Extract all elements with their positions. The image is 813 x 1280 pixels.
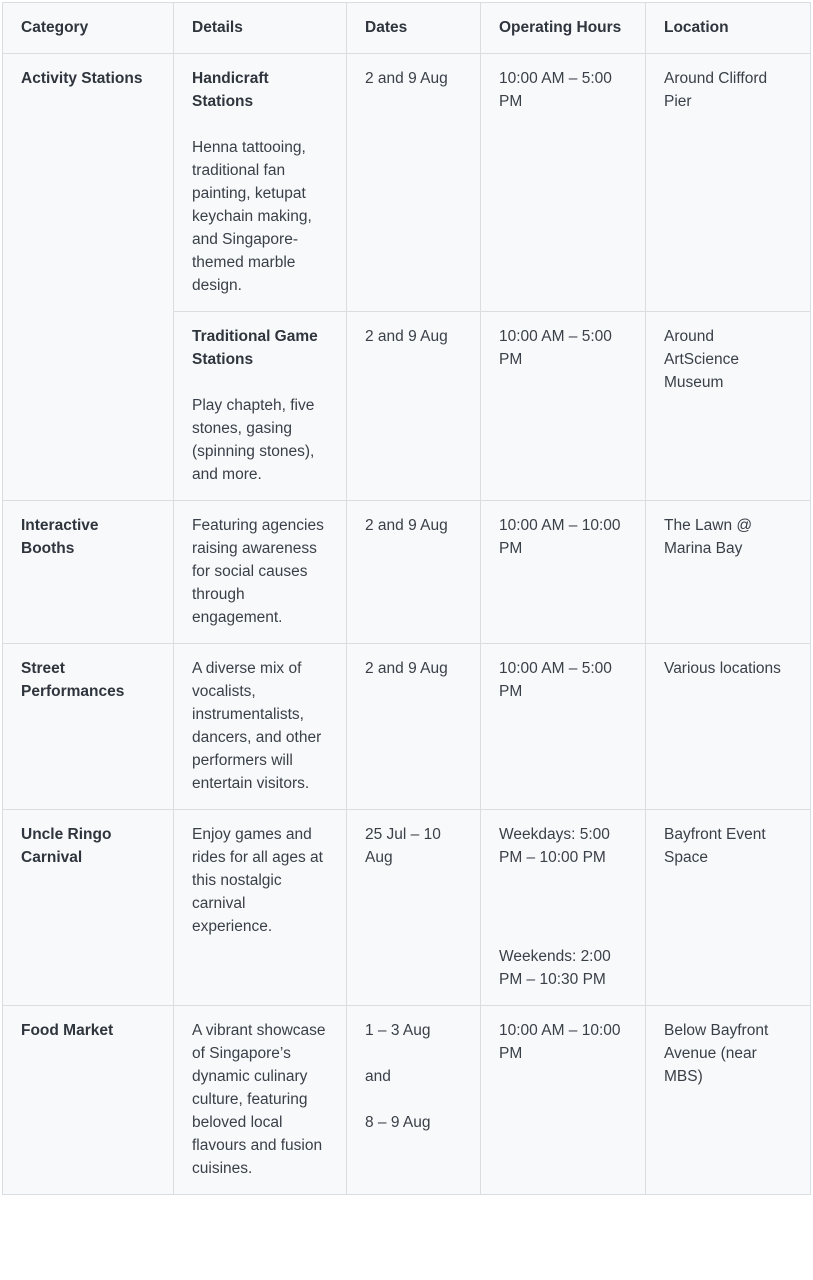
table-row — [3, 54, 811, 312]
location-cell: Around Clifford Pier — [646, 54, 811, 312]
dates-range-second: 8 – 9 Aug — [365, 1114, 431, 1131]
dates-cell: 25 Jul – 10 Aug — [347, 810, 481, 1006]
hours-cell: 10:00 AM – 10:00 PM — [481, 501, 646, 644]
dates-cell — [347, 1006, 481, 1195]
category-food-market: Food Market — [3, 1006, 174, 1195]
header-category: Category — [3, 3, 174, 54]
details-handicraft-stations — [174, 54, 347, 312]
header-dates: Dates — [347, 3, 481, 54]
category-street-performances: Street Performances — [3, 644, 174, 810]
dates-and: and — [365, 1068, 391, 1085]
details-cell: Enjoy games and rides for all ages at this nostalgic carnival experience. — [174, 810, 347, 1006]
hours-cell — [481, 810, 646, 1006]
table-row — [3, 810, 811, 1006]
detail-title: Traditional Game Stations — [192, 328, 318, 368]
table-row — [3, 644, 811, 810]
event-schedule-table — [2, 2, 811, 1195]
hours-cell: 10:00 AM – 5:00 PM — [481, 312, 646, 501]
hours-cell: 10:00 AM – 5:00 PM — [481, 54, 646, 312]
dates-cell: 2 and 9 Aug — [347, 312, 481, 501]
location-cell: Below Bayfront Avenue (near MBS) — [646, 1006, 811, 1195]
event-schedule-table-container — [2, 2, 810, 1275]
location-cell: Around ArtScience Museum — [646, 312, 811, 501]
header-location: Location — [646, 3, 811, 54]
header-operating-hours: Operating Hours — [481, 3, 646, 54]
hours-cell: 10:00 AM – 10:00 PM — [481, 1006, 646, 1195]
hours-cell: 10:00 AM – 5:00 PM — [481, 644, 646, 810]
detail-text: Henna tattooing, traditional fan painting, ketupat keychain making, and Singapore-themed marble design. — [192, 139, 312, 294]
table-row — [3, 1006, 811, 1195]
table-header-row — [3, 3, 811, 54]
detail-title: Handicraft Stations — [192, 70, 269, 110]
location-cell: The Lawn @ Marina Bay — [646, 501, 811, 644]
header-details: Details — [174, 3, 347, 54]
category-uncle-ringo-carnival: Uncle Ringo Carnival — [3, 810, 174, 1006]
details-cell: A vibrant showcase of Singapore’s dynamic culinary culture, featuring beloved local flavours and fusion cuisines. — [174, 1006, 347, 1195]
table-row — [3, 501, 811, 644]
hours-weekends: Weekends: 2:00 PM – 10:30 PM — [499, 948, 611, 988]
details-cell: Featuring agencies raising awareness for social causes through engagement. — [174, 501, 347, 644]
dates-cell: 2 and 9 Aug — [347, 644, 481, 810]
details-traditional-game-stations — [174, 312, 347, 501]
hours-weekdays: Weekdays: 5:00 PM – 10:00 PM — [499, 826, 610, 866]
dates-cell: 2 and 9 Aug — [347, 501, 481, 644]
dates-range-first: 1 – 3 Aug — [365, 1022, 431, 1039]
detail-text: Play chapteh, five stones, gasing (spinning stones), and more. — [192, 397, 315, 483]
location-cell: Bayfront Event Space — [646, 810, 811, 1006]
location-cell: Various locations — [646, 644, 811, 810]
dates-cell: 2 and 9 Aug — [347, 54, 481, 312]
category-activity-stations: Activity Stations — [3, 54, 174, 501]
details-cell: A diverse mix of vocalists, instrumentalists, dancers, and other performers will entertain visitors. — [174, 644, 347, 810]
category-interactive-booths: Interactive Booths — [3, 501, 174, 644]
